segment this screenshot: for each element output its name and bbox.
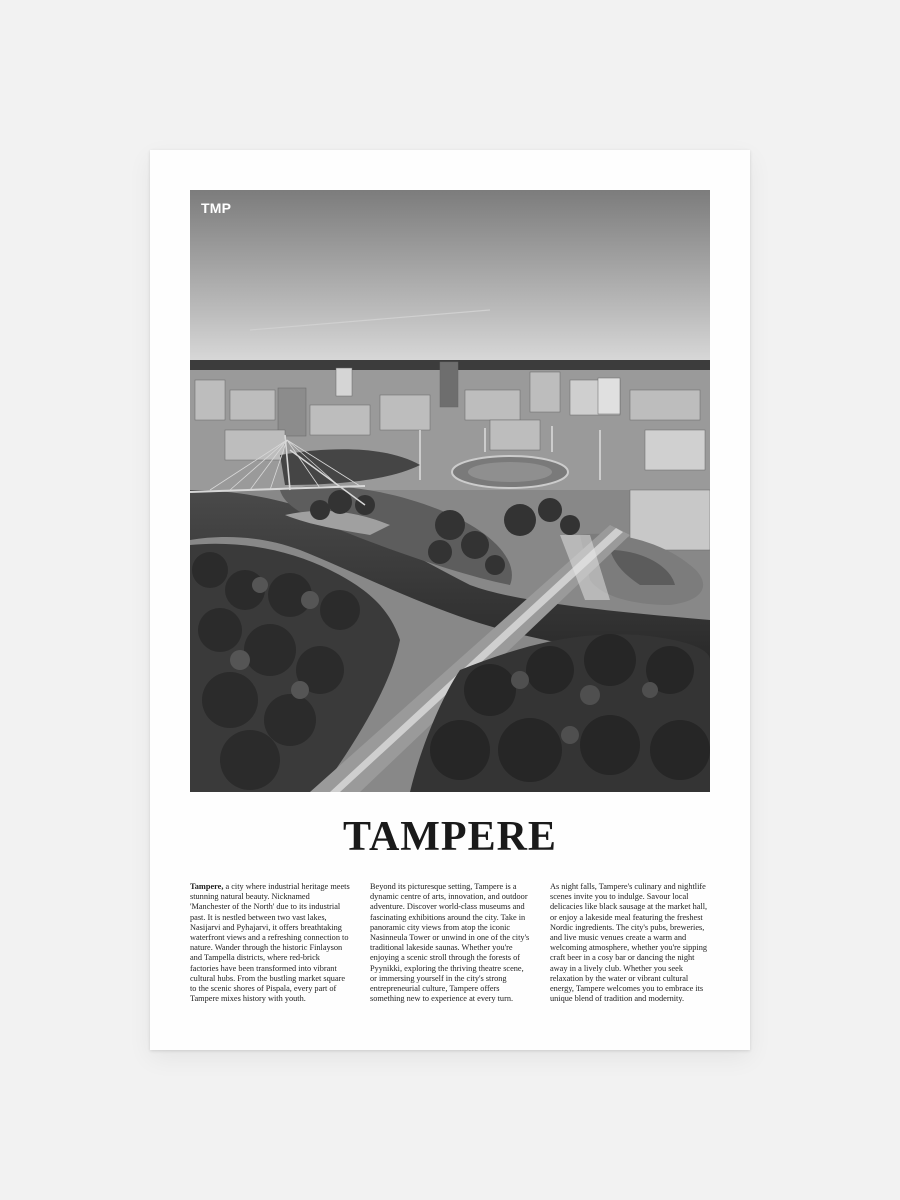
photo-illustration bbox=[190, 190, 710, 792]
column-1-lead: Tampere, bbox=[190, 882, 224, 891]
column-3-text: As night falls, Tampere's culinary and nightlife scenes invite you to indulge. Savour local delicacies like black sausage at the market hall, or enjoy a lakeside meal featuring the freshest Nordic ingredients. The city's pubs, breweries, and live music venues create a warm and welcoming atmosphere, whether you're sipping craft beer in a cosy bar or dancing the night away in a lively club. Whether you seek relaxation by the water or vibrant cultural energy, Tampere welcomes you to embrace its unique blend of tradition and modernity. bbox=[550, 882, 708, 1004]
sky bbox=[190, 190, 710, 365]
column-1-text: a city where industrial heritage meets stunning natural beauty. Nicknamed 'Manchester of the North' due to its industrial past. It is nestled between two vast lakes, Nasijarvi and Pyhajarvi, it offers breathtaking waterfront views and a refreshing connection to nature. Wander through the historic Finlayson and Tampella districts, where red-brick factories have been transformed into vibrant cultural hubs. From the bustling market square to the scenic shores of Pispala, every part of Tampere mixes history with youth. bbox=[190, 882, 350, 1004]
description-columns bbox=[190, 882, 710, 1004]
column-3 bbox=[550, 882, 710, 1004]
poster-title: TAMPERE bbox=[343, 814, 557, 860]
column-1 bbox=[190, 882, 350, 1004]
column-2 bbox=[370, 882, 530, 1004]
tmp-badge: TMP bbox=[201, 200, 232, 216]
poster bbox=[150, 150, 750, 1050]
city-aerial-photo bbox=[190, 190, 710, 792]
column-2-text: Beyond its picturesque setting, Tampere is a dynamic centre of arts, innovation, and outdoor adventure. Discover world-class museums and fascinating exhibitions around the city. Take in panoramic city views from atop the iconic Nasinneula Tower or unwind in one of the city's traditional lakeside saunas. Whether you're enjoying a scenic stroll through the forests of Pyynikki, exploring the thriving theatre scene, or immersing yourself in the city's strong entrepreneurial culture, Tampere offers something new to experience at every turn. bbox=[370, 882, 530, 1004]
